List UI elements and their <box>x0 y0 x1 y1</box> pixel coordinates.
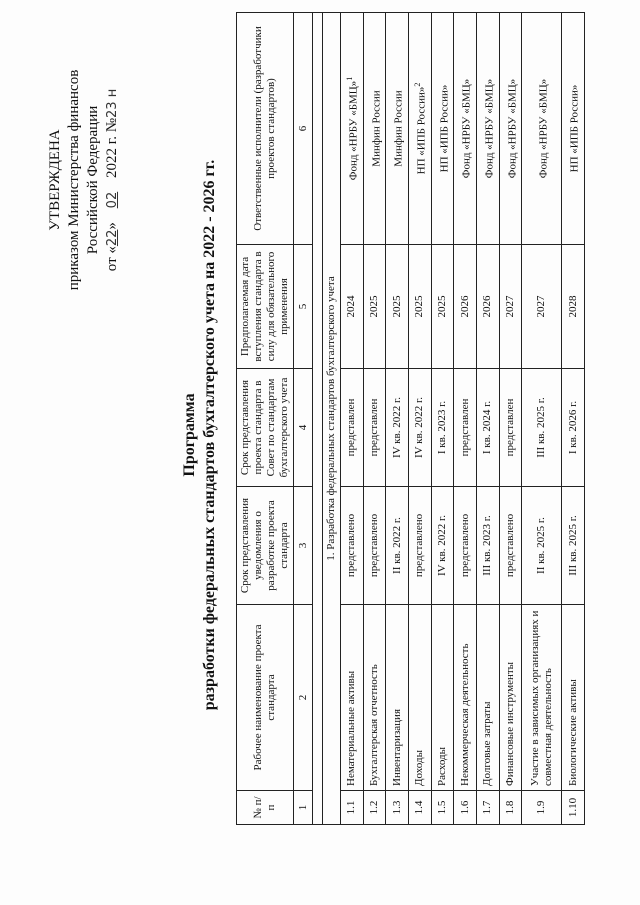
row-standard-name-text: Нематериальные активы <box>345 670 358 786</box>
row-notice-term-text: II кв. 2025 г. <box>535 517 548 574</box>
row-number-text: 1.7 <box>481 800 494 815</box>
title-line-1: Программа <box>181 393 198 477</box>
row-number-text: 1.2 <box>367 800 380 815</box>
row-project-term <box>408 369 431 487</box>
program-title <box>180 105 220 765</box>
row-number <box>562 791 585 825</box>
row-effective-date <box>341 245 364 369</box>
row-effective-date <box>499 245 522 369</box>
table-row <box>562 13 585 825</box>
row-executor <box>341 13 364 245</box>
row-effective-date-text: 2025 <box>367 295 380 318</box>
row-notice-term <box>562 487 585 605</box>
table-row <box>408 13 431 825</box>
row-number-text: 1.4 <box>413 800 426 815</box>
row-executor-text: Фонд «НРБУ «БМЦ» <box>506 78 519 179</box>
row-number-text: 1.9 <box>535 800 548 815</box>
row-notice-term-text: представлено <box>503 513 516 578</box>
row-executor <box>522 13 562 245</box>
row-standard-name-text: Бухгалтерская отчетность <box>367 664 380 786</box>
row-project-term <box>476 369 499 487</box>
row-standard-name <box>499 605 522 791</box>
row-number-text: 1.6 <box>458 800 471 815</box>
row-effective-date-text: 2027 <box>535 295 548 318</box>
row-number <box>522 791 562 825</box>
row-notice-term <box>431 487 454 605</box>
row-project-term-text: IV кв. 2022 г. <box>390 397 403 458</box>
row-number-text: 1.3 <box>390 800 403 815</box>
row-effective-date-text: 2026 <box>481 295 494 318</box>
column-number: 2 <box>294 605 313 791</box>
row-effective-date-text: 2025 <box>390 295 403 318</box>
row-effective-date-text: 2025 <box>413 295 426 318</box>
column-number: 1 <box>294 791 313 825</box>
date-month: 02 <box>105 191 120 209</box>
section-row <box>323 13 341 825</box>
row-effective-date-text: 2027 <box>503 295 516 318</box>
row-number-text: 1.8 <box>503 800 516 815</box>
row-effective-date-text: 2026 <box>458 295 471 318</box>
row-executor-text: Фонд «НРБУ «БМЦ» <box>347 80 360 181</box>
spacer-cell <box>313 13 323 825</box>
row-project-term-text: III кв. 2025 г. <box>535 397 548 458</box>
table-row <box>522 13 562 825</box>
row-executor-text: НП «ИПБ России» <box>438 84 451 173</box>
row-notice-term <box>454 487 477 605</box>
row-standard-name <box>341 605 364 791</box>
row-notice-term-text: III кв. 2023 г. <box>481 515 494 576</box>
row-notice-term-text: представлено <box>345 513 358 578</box>
row-project-term <box>499 369 522 487</box>
row-project-term <box>363 369 386 487</box>
row-standard-name-text: Участие в зависимых организациях и совместная деятельность <box>528 610 554 786</box>
table-row <box>476 13 499 825</box>
row-effective-date-text: 2028 <box>566 295 579 318</box>
row-notice-term-text: представлено <box>458 513 471 578</box>
row-executor <box>363 13 386 245</box>
row-standard-name <box>431 605 454 791</box>
table-row <box>363 13 386 825</box>
row-project-term-text: IV кв. 2022 г. <box>413 397 426 458</box>
row-standard-name-text: Долговые затраты <box>481 701 494 786</box>
row-executor <box>408 13 431 245</box>
row-notice-term-text: IV кв. 2022 г. <box>435 515 448 576</box>
row-standard-name <box>363 605 386 791</box>
row-notice-term-text: представлено <box>367 513 380 578</box>
row-executor <box>454 13 477 245</box>
section-title: 1. Разработка федеральных стандартов бухгалтерского учета <box>323 13 341 825</box>
row-executor <box>386 13 409 245</box>
row-project-term <box>431 369 454 487</box>
table-header-row <box>237 13 294 825</box>
row-notice-term <box>522 487 562 605</box>
row-executor <box>562 13 585 245</box>
row-notice-term-text: III кв. 2025 г. <box>566 515 579 576</box>
row-executor <box>499 13 522 245</box>
row-effective-date <box>431 245 454 369</box>
row-project-term <box>341 369 364 487</box>
row-standard-name-text: Инвентаризация <box>390 709 403 786</box>
row-number-text: 1.1 <box>345 800 358 815</box>
spacer-row <box>313 13 323 825</box>
row-number <box>408 791 431 825</box>
row-project-term <box>386 369 409 487</box>
row-number <box>386 791 409 825</box>
header-effective-date: Предполагаемая дата вступления стандарта в силу для обязательного применения <box>237 245 294 369</box>
row-standard-name-text: Некоммерческая деятельность <box>458 643 471 786</box>
row-project-term-text: представлен <box>458 398 471 457</box>
row-notice-term <box>476 487 499 605</box>
row-executor-text: Фонд «НРБУ «БМЦ» <box>483 78 496 179</box>
column-number: 5 <box>294 245 313 369</box>
table-row <box>341 13 364 825</box>
footnote-marker: 1 <box>345 76 354 81</box>
table-row <box>386 13 409 825</box>
approval-line-1: УТВЕРЖДЕНА <box>47 129 63 231</box>
row-number <box>431 791 454 825</box>
row-executor <box>476 13 499 245</box>
row-executor-text: Минфин России <box>392 90 405 167</box>
row-number <box>341 791 364 825</box>
row-executor-text: НП «ИПБ России» <box>415 86 428 175</box>
header-project-term: Срок представления проекта стандарта в Совет по стандартам бухгалтерского учета <box>237 369 294 487</box>
row-number <box>363 791 386 825</box>
table-row <box>431 13 454 825</box>
row-effective-date <box>363 245 386 369</box>
column-number: 4 <box>294 369 313 487</box>
row-notice-term <box>341 487 364 605</box>
date-mid: » <box>104 222 120 230</box>
row-executor-text: Минфин России <box>370 90 383 167</box>
row-effective-date <box>454 245 477 369</box>
table-row <box>499 13 522 825</box>
row-notice-term <box>499 487 522 605</box>
row-project-term-text: представлен <box>503 398 516 457</box>
row-project-term-text: I кв. 2026 г. <box>566 400 579 455</box>
row-number <box>476 791 499 825</box>
column-number: 6 <box>294 13 313 245</box>
row-standard-name <box>562 605 585 791</box>
date-day: 22 <box>105 229 120 247</box>
row-project-term <box>562 369 585 487</box>
row-project-term <box>454 369 477 487</box>
date-year: 2022 г. <box>104 136 120 179</box>
row-effective-date-text: 2024 <box>345 295 358 318</box>
row-number <box>454 791 477 825</box>
row-number <box>499 791 522 825</box>
row-notice-term <box>363 487 386 605</box>
row-number-text: 1.5 <box>435 800 448 815</box>
row-notice-term-text: II кв. 2022 г. <box>390 517 403 574</box>
table-body <box>341 13 585 825</box>
header-notice-term: Срок представления уведомления о разработке проекта стандарта <box>237 487 294 605</box>
row-executor-text: Фонд «НРБУ «БМЦ» <box>460 78 473 179</box>
row-project-term-text: представлен <box>345 398 358 457</box>
row-executor <box>431 13 454 245</box>
row-notice-term <box>408 487 431 605</box>
row-effective-date <box>476 245 499 369</box>
row-effective-date <box>408 245 431 369</box>
row-effective-date-text: 2025 <box>435 295 448 318</box>
row-standard-name <box>408 605 431 791</box>
row-executor-text: Фонд «НРБУ «БМЦ» <box>537 78 550 179</box>
approval-block <box>46 15 122 345</box>
row-standard-name-text: Расходы <box>435 747 448 786</box>
row-standard-name <box>522 605 562 791</box>
approval-line-2: приказом Министерства финансов <box>66 69 82 291</box>
program-table <box>236 12 585 825</box>
date-prefix: от « <box>104 246 120 272</box>
approval-date <box>103 15 122 345</box>
column-number-row <box>294 13 313 825</box>
row-standard-name <box>476 605 499 791</box>
footnote-marker: 2 <box>412 82 422 87</box>
row-number-text: 1.10 <box>566 797 579 818</box>
row-effective-date <box>562 245 585 369</box>
row-notice-term-text: представлено <box>413 513 426 578</box>
header-name: Рабочее наименование проекта стандарта <box>237 605 294 791</box>
order-no-label: № <box>104 117 120 133</box>
row-standard-name-text: Биологические активы <box>566 679 579 786</box>
row-project-term <box>522 369 562 487</box>
row-standard-name <box>386 605 409 791</box>
row-standard-name-text: Финансовые инструменты <box>503 661 516 786</box>
title-line-2: разработки федеральных стандартов бухгалтерского учета на 2022 - 2026 гг. <box>201 159 218 711</box>
approval-line-3: Российской Федерации <box>85 105 101 255</box>
row-notice-term <box>386 487 409 605</box>
row-project-term-text: представлен <box>367 398 380 457</box>
row-project-term-text: I кв. 2023 г. <box>435 400 448 455</box>
header-number: № п/п <box>237 791 294 825</box>
column-number: 3 <box>294 487 313 605</box>
row-effective-date <box>386 245 409 369</box>
table-row <box>454 13 477 825</box>
row-executor-text: НП «ИПБ России» <box>568 84 581 173</box>
row-standard-name-text: Доходы <box>413 750 426 786</box>
row-project-term-text: I кв. 2024 г. <box>481 400 494 455</box>
order-number: 23 н <box>105 88 120 118</box>
row-effective-date <box>522 245 562 369</box>
header-executors: Ответственные исполнители (разработчики проектов стандартов) <box>237 13 294 245</box>
row-standard-name <box>454 605 477 791</box>
